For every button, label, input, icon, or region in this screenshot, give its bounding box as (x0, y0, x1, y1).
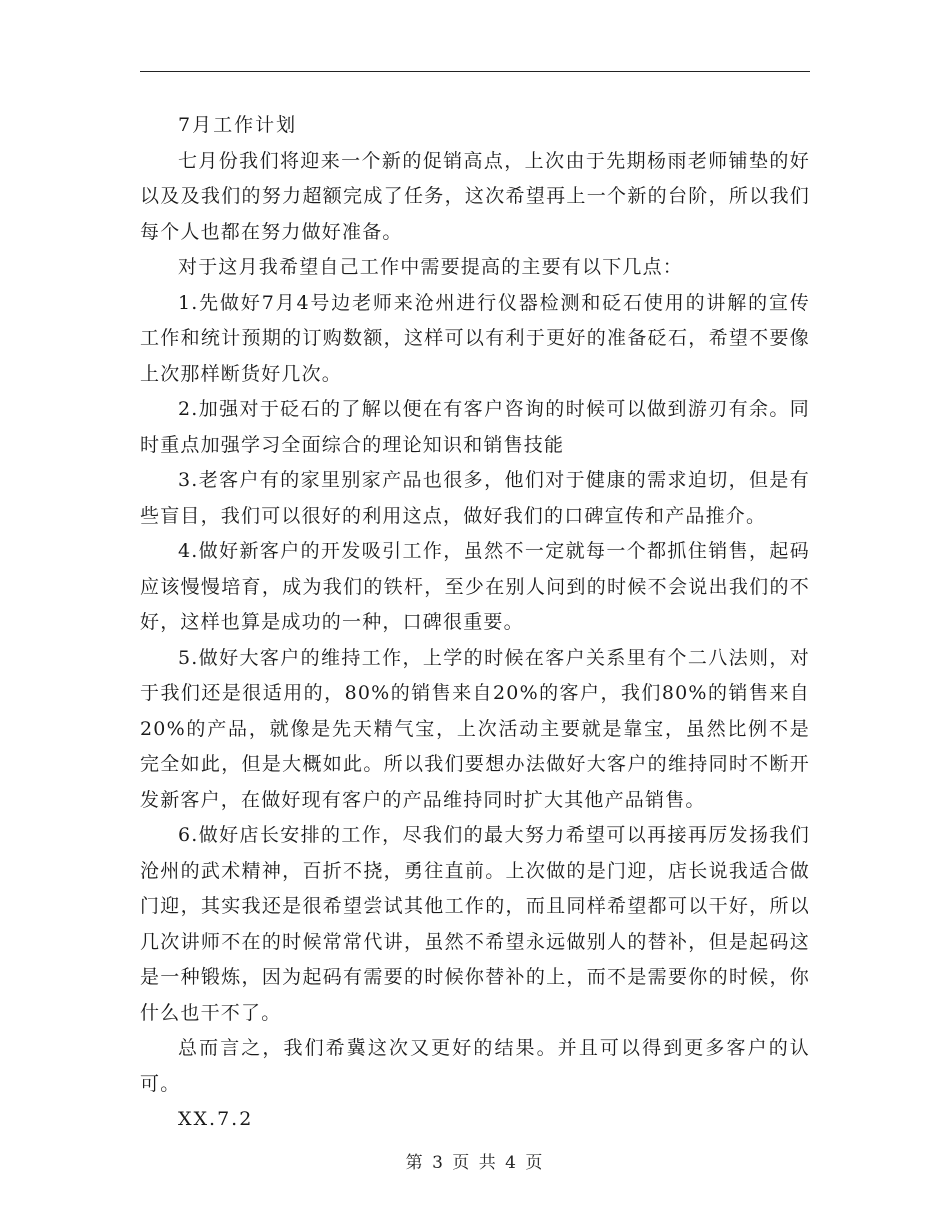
document-date: XX.7.2 (178, 1108, 254, 1130)
point-6-paragraph: 6.做好店长安排的工作，尽我们的最大努力希望可以再接再厉发扬我们沧州的武术精神，百折不挠，勇往直前。上次做的是门迎，店长说我适合做门迎，其实我还是很希望尝试其他工作的，而且同样希望都可以干好，所以几次讲师不在的时候常常代讲，虽然不希望永远做别人的替补，但是起码这是一种锻炼，因为起码有需要的时候你替补的上，而不是需要你的时候，你什么也干不了。 (140, 824, 810, 1024)
point-1-paragraph: 1.先做好7月4号边老师来沧州进行仪器检测和砭石使用的讲解的宣传工作和统计预期的订购数额，这样可以有利于更好的准备砭石，希望不要像上次那样断货好几次。 (140, 291, 810, 385)
intro-paragraph: 七月份我们将迎来一个新的促销高点，上次由于先期杨雨老师铺垫的好以及及我们的努力超额完成了任务，这次希望再上一个新的台阶，所以我们每个人也都在努力做好准备。 (140, 149, 810, 243)
point-5-paragraph: 5.做好大客户的维持工作，上学的时候在客户关系里有个二八法则，对于我们还是很适用的，80%的销售来自20%的客户，我们80%的销售来自20%的产品，就像是先天精气宝，上次活动主要就是靠宝，虽然比例不是完全如此，但是大概如此。所以我们要想办法做好大客户的维持同时不断开发新客户，在做好现有客户的产品维持同时扩大其他产品销售。 (140, 646, 810, 811)
point-2-paragraph: 2.加强对于砭石的了解以便在有客户咨询的时候可以做到游刃有余。同时重点加强学习全面综合的理论知识和销售技能 (140, 398, 810, 456)
document-body (140, 108, 810, 1138)
conclusion-paragraph: 总而言之，我们希冀这次又更好的结果。并且可以得到更多客户的认可。 (140, 1037, 810, 1095)
points-lead-paragraph: 对于这月我希望自己工作中需要提高的主要有以下几点： (178, 256, 684, 278)
document-title: 7月工作计划 (178, 114, 298, 136)
point-4-paragraph: 4.做好新客户的开发吸引工作，虽然不一定就每一个都抓住销售，起码应该慢慢培育，成为我们的铁杆，至少在别人问到的时候不会说出我们的不好，这样也算是成功的一种，口碑很重要。 (140, 540, 810, 633)
point-3-paragraph: 3.老客户有的家里别家产品也很多，他们对于健康的需求迫切，但是有些盲目，我们可以很好的利用这点，做好我们的口碑宣传和产品推介。 (140, 469, 810, 527)
page-number-footer: 第 3 页 共 4 页 (405, 1153, 545, 1173)
header-rule (140, 71, 810, 72)
